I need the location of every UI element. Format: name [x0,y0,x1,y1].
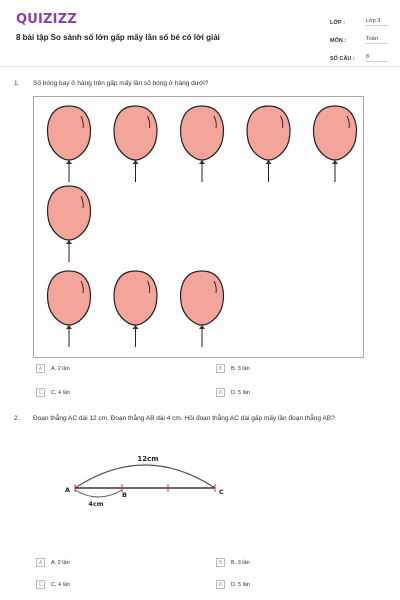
balloon-top-1 [48,106,91,182]
balloon-top-6 [48,186,91,262]
question-1-number: 1. [14,80,20,87]
meta-info [330,12,388,66]
q1-option-a[interactable] [36,364,70,373]
quizizz-logo: QUIZIZZ [16,12,77,27]
header-divider [0,66,400,67]
q2-option-b-letter: B [216,558,225,567]
q1-option-d-letter: D [216,388,225,397]
q2-option-a-text: A. 2 lần [51,559,70,566]
meta-row-subject [330,30,388,44]
meta-label-grade: LỚP : [330,20,345,26]
point-b-label: B [122,491,127,499]
q1-option-b[interactable] [216,364,250,373]
question-2-number: 2. [14,415,20,422]
q2-option-d[interactable] [216,580,250,589]
q1-option-b-letter: B [216,364,225,373]
q1-option-c-text: C. 4 lần [51,389,70,396]
q2-option-a[interactable] [36,558,70,567]
point-a-label: A [64,486,70,494]
q2-option-c[interactable] [36,580,70,589]
question-2-text: Đoạn thẳng AC dài 12 cm. Đoạn thẳng AB dài 4 cm. Hỏi đoạn thẳng AC dài gấp mấy lần đoạn thẳng AB? [33,415,335,422]
q1-option-b-text: B. 3 lần [231,365,250,372]
balloon-bottom-1 [48,271,91,347]
meta-label-count: SỐ CÂU : [330,56,355,62]
ab-brace-arc [75,490,122,497]
q1-option-d-text: D. 5 lần [231,389,250,396]
q1-option-c-letter: C [36,388,45,397]
balloon-top-2 [114,106,157,182]
meta-value-subject: Toán [366,36,388,44]
ac-length-label: 12cm [137,455,159,463]
segment-diagram [60,448,240,510]
balloon-top-3 [181,106,224,182]
point-c-label: C [219,488,224,496]
page-title: 8 bài tập So sánh số lớn gấp mấy lần số bé có lời giải [16,33,220,42]
balloon-top-5 [314,106,357,182]
balloons-image [33,96,364,358]
meta-value-grade: Lớp 3 [366,18,388,26]
meta-row-count [330,48,388,62]
q1-option-d[interactable] [216,388,250,397]
q1-option-c[interactable] [36,388,70,397]
q1-option-a-text: A. 2 lần [51,365,70,372]
meta-row-grade [330,12,388,26]
q2-option-b-text: B. 3 lần [231,559,250,566]
ab-length-label: 4cm [88,500,104,508]
q2-option-c-letter: C [36,580,45,589]
q2-option-a-letter: A [36,558,45,567]
q2-option-d-letter: D [216,580,225,589]
q2-option-b[interactable] [216,558,250,567]
meta-value-count: 8 [366,54,388,62]
q2-option-d-text: D. 5 lần [231,581,250,588]
meta-label-subject: MÔN : [330,38,347,44]
q1-option-a-letter: A [36,364,45,373]
question-1-text: Số bóng bay ở hàng trên gấp mấy lần số bóng ở hàng dưới? [33,80,209,87]
q2-option-c-text: C. 4 lần [51,581,70,588]
ac-brace-arc [75,465,215,488]
balloons-illustration [34,97,365,359]
balloon-top-4 [247,106,290,182]
balloon-bottom-2 [114,271,157,347]
balloon-bottom-3 [181,271,224,347]
